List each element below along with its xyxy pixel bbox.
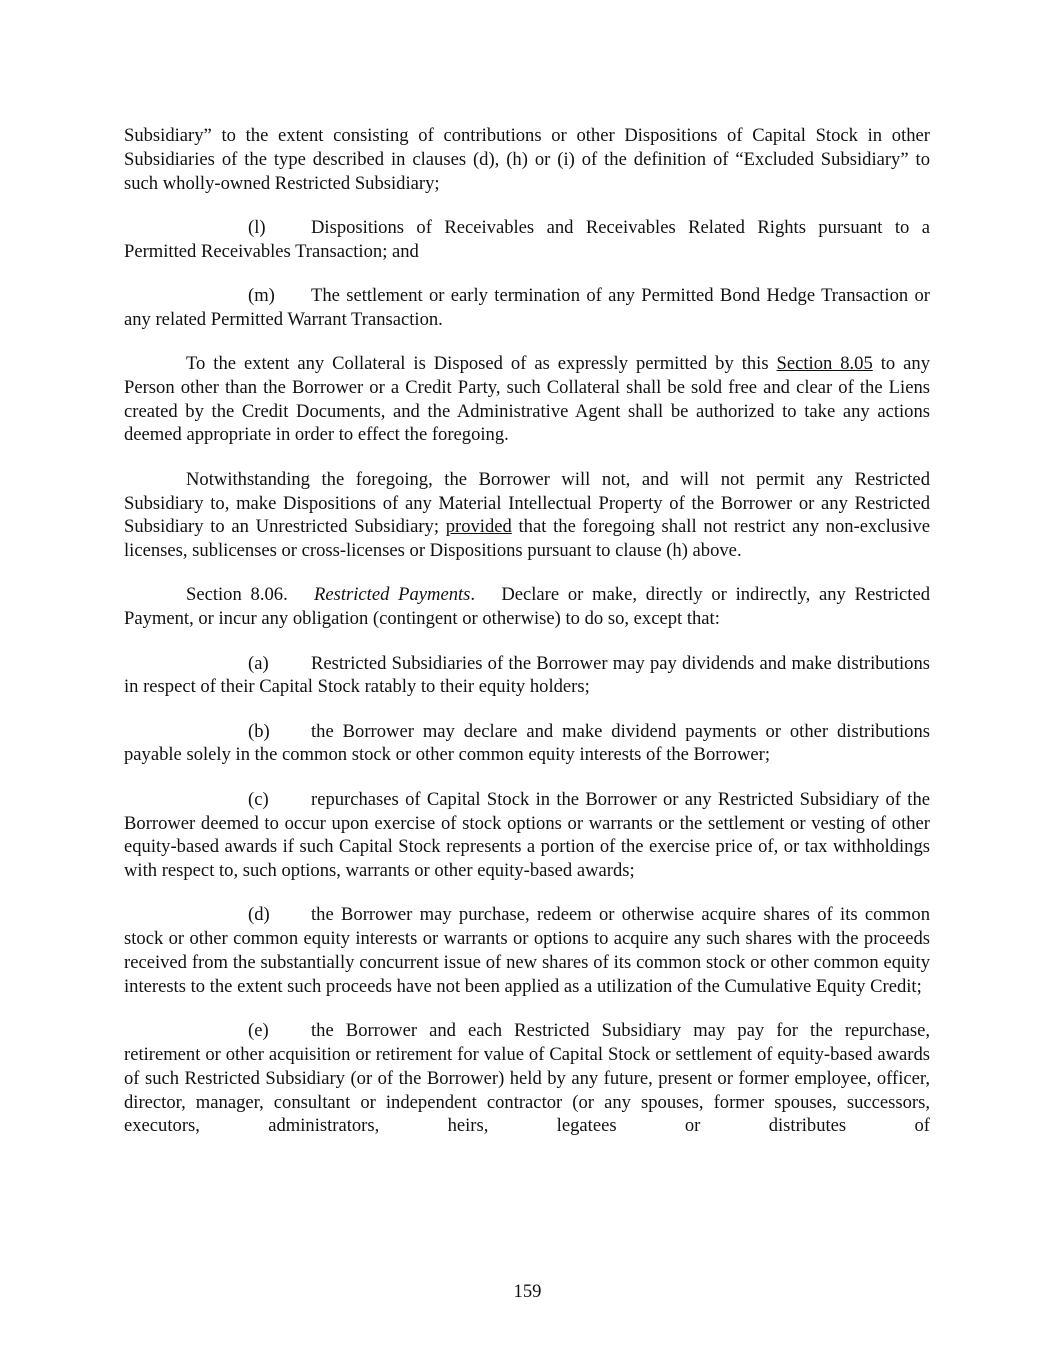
clause-text: The settlement or early termination of any Permitted Bond Hedge Transaction or any related Permitted Warrant Transaction. [124,284,930,330]
clause-d [124,903,930,998]
clause-label: (c) [248,788,269,810]
text-segment: Notwithstanding the foregoing, the Borrower will not, and will not permit any Restricted Subsidiary to, make Dispositions of any Material Intellectual Property of the Borrower or any Restricted Subsidiary to an Unrestricted Subsidiary; [124,468,930,538]
clause-label: (b) [248,720,270,742]
clause-l [124,216,930,264]
clause-label: (e) [248,1020,269,1042]
clause-b [124,720,930,768]
clause-label: (l) [248,216,266,238]
clause-e [124,1019,930,1138]
clause-text: the Borrower may declare and make dividend payments or other distributions payable solely in the common stock or other common equity interests of the Borrower; [124,720,930,766]
clause-label: (m) [248,284,275,306]
page-number: 159 [513,1281,542,1302]
section-title: Restricted Payments [313,584,471,606]
clause-text: the Borrower and each Restricted Subsidiary may pay for the repurchase, retirement or other acquisition or retirement for value of Capital Stock or settlement of equity-based awards of such Restricted Subsidiary (or of the Borrower) held by any future, present or former employee, officer, director, manager, consultant or independent contractor (or any spouses, former spouses, successors, executors, administrators, heirs, legatees or distributes of [124,1020,930,1137]
clause-c [124,788,930,883]
paragraph-notwithstanding [124,468,930,563]
text-segment: to any Person other than the Borrower or a Credit Party, such Collateral shall be sold free and clear of the Liens created by the Credit Documents, and the Administrative Agent shall be authorized to take any actions deemed appropriate in order to effect the foregoing. [124,353,930,446]
text-segment: To the extent any Collateral is Disposed of as expressly permitted by this [186,353,777,375]
section-8-06-heading [124,583,930,631]
section-title-period: . [470,584,476,606]
provided-term: provided [445,516,512,538]
clause-text: Restricted Subsidiaries of the Borrower may pay dividends and make distributions in respect of their Capital Stock ratably to their equity holders; [124,652,930,698]
paragraph-collateral [124,352,930,447]
clause-text: Dispositions of Receivables and Receivables Related Rights pursuant to a Permitted Receivables Transaction; and [124,216,930,262]
section-number: Section 8.06. [186,584,288,606]
clause-label: (a) [248,652,269,674]
section-reference: Section 8.05 [776,353,873,375]
paragraph-continuation: Subsidiary” to the extent consisting of contributions or other Dispositions of Capital Stock in other Subsidiaries of the type described in clauses (d), (h) or (i) of the definition of “Excluded Subsidiary” to such wholly-owned Restricted Subsidiary; [124,125,930,194]
section-text: Declare or make, directly or indirectly, any Restricted Payment, or incur any obligation (contingent or otherwise) to do so, except that: [124,584,930,630]
clause-m [124,284,930,332]
document-page [124,124,930,1138]
clause-text: the Borrower may purchase, redeem or otherwise acquire shares of its common stock or other common equity interests or warrants or options to acquire any such shares with the proceeds received from the substantially concurrent issue of new shares of its common stock or other common equity interests to the extent such proceeds have not been applied as a utilization of the Cumulative Equity Credit; [124,904,930,997]
clause-a [124,652,930,700]
clause-label: (d) [248,904,270,926]
clause-text: repurchases of Capital Stock in the Borrower or any Restricted Subsidiary of the Borrower deemed to occur upon exercise of stock options or warrants or the settlement or vesting of other equity-based awards if such Capital Stock represents a portion of the exercise price of, or tax withholdings with respect to, such options, warrants or other equity-based awards; [124,788,930,882]
text-segment: that the foregoing shall not restrict any non-exclusive licenses, sublicenses or cross-licenses or Dispositions pursuant to clause (h) above. [124,516,931,562]
